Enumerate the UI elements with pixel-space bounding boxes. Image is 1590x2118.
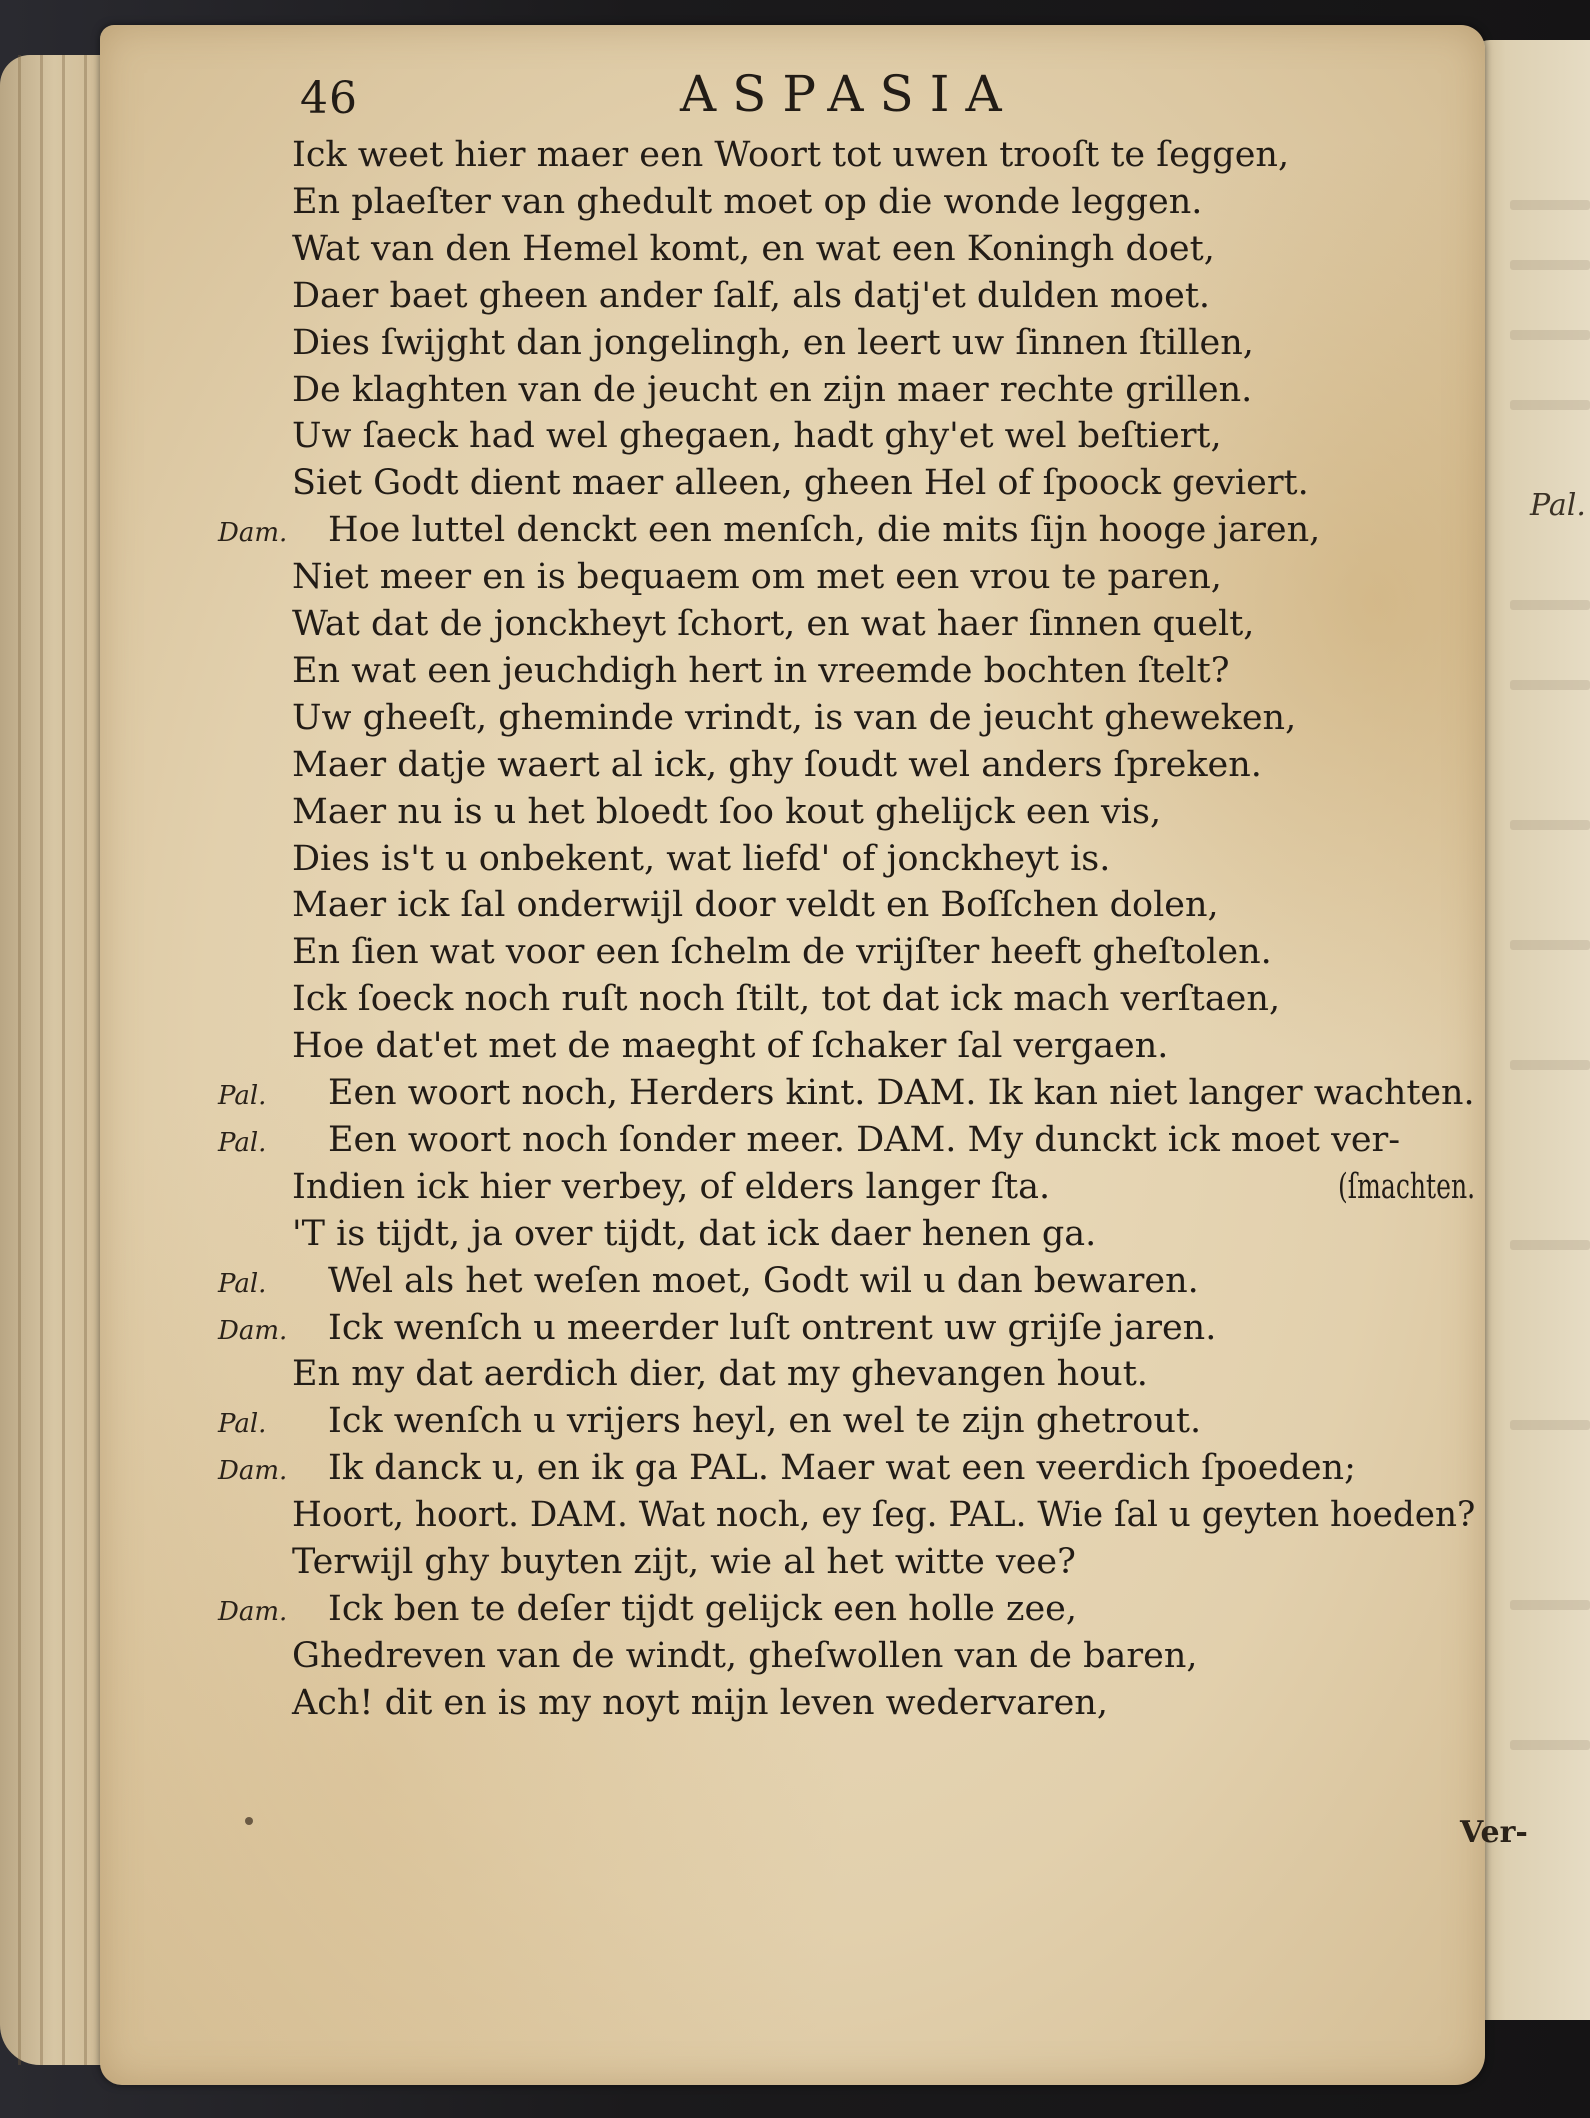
verse-line: Terwijl ghy buyten zijt, wie al het witte vee? (292, 1542, 1076, 1582)
verse-line: Ghedreven van de windt, gheſwollen van de baren, (292, 1635, 1198, 1676)
page-edge (62, 55, 65, 2065)
turnover-word: (ſmachten. (1338, 1166, 1476, 1207)
bleed-through (1510, 940, 1590, 950)
page-edge (18, 55, 21, 2065)
book-page (100, 25, 1528, 2085)
verse-line: Wat dat de jonckheyt ſchort, en wat haer ſinnen quelt, (292, 604, 1255, 644)
page-number: 46 (300, 73, 358, 124)
speaker-label: Pal. (218, 1081, 267, 1111)
verse-line: Siet Godt dient maer alleen, gheen Hel of ſpoock geviert. (292, 463, 1309, 504)
verse-line: Een woort noch ſonder meer. DAM. My dunckt ick moet ver- (328, 1119, 1401, 1160)
verse-line: Indien ick hier verbey, of elders langer ſta. (292, 1166, 1051, 1207)
verse-line: Ik danck u, en ik ga PAL. Maer wat een veerdich ſpoeden; (328, 1448, 1356, 1489)
facing-page-speaker: Pal. (1530, 488, 1586, 523)
bleed-through (1510, 600, 1590, 610)
verse-line: En wat een jeuchdigh hert in vreemde bochten ſtelt? (292, 650, 1230, 691)
verse-line: De klaghten van de jeucht en zijn maer rechte grillen. (292, 369, 1253, 410)
bleed-through (1510, 200, 1590, 210)
bleed-through (1510, 1420, 1590, 1430)
bleed-through (1510, 1240, 1590, 1250)
speaker-label: Dam. (218, 518, 288, 549)
bleed-through (1510, 1740, 1590, 1750)
speaker-label: Pal. (218, 1268, 267, 1299)
verse-line: Ach! dit en is my noyt mijn leven wedervaren, (292, 1682, 1108, 1723)
verse-line: En plaeſter van ghedult moet op die wonde leggen. (292, 181, 1203, 222)
bleed-through (1510, 1600, 1590, 1610)
verse-line: Niet meer en is bequaem om met een vrou te paren, (292, 557, 1222, 598)
page-edge (84, 55, 87, 2065)
bleed-through (1510, 400, 1590, 410)
verse-line: Dies is't u onbekent, wat liefd' of jonckheyt is. (292, 838, 1111, 879)
verse-line: Maer nu is u het bloedt ſoo kout ghelijck een vis, (292, 791, 1162, 832)
verse-line: Maer ick ſal onderwijl door veldt en Boſſchen dolen, (292, 885, 1219, 926)
verse-line: Ick weet hier maer een Woort tot uwen trooſt te ſeggen, (292, 135, 1290, 175)
verse-line: Hoort, hoort. DAM. Wat noch, ey ſeg. PAL. Wie ſal u geyten hoeden? (292, 1495, 1476, 1536)
speaker-label: Dam. (218, 1596, 288, 1627)
ink-speck (245, 1817, 253, 1825)
catchword: Ver- (1460, 1815, 1528, 1850)
bleed-through (1510, 260, 1590, 270)
verse-line: Ick ben te deſer tijdt gelijck een holle zee, (328, 1588, 1078, 1629)
verse-line: Uw gheeſt, gheminde vrindt, is van de jeucht gheweken, (292, 697, 1297, 738)
verse-line: Hoe luttel denckt een menſch, die mits ſijn hooge jaren, (328, 510, 1321, 551)
verse-line: Een woort noch, Herders kint. DAM. Ik kan niet langer wachten. (328, 1073, 1475, 1113)
facing-page-edge (1470, 40, 1590, 2020)
verse-line: En ſien wat voor een ſchelm de vrijſter heeft gheſtolen. (292, 932, 1272, 973)
bleed-through (1510, 330, 1590, 340)
verse-line: Ick ſoeck noch ruſt noch ſtilt, tot dat ick mach verſtaen, (292, 979, 1281, 1020)
verse-line: Uw ſaeck had wel ghegaen, hadt ghy'et wel beſtiert, (292, 416, 1222, 457)
verse-line: Maer datje waert al ick, ghy ſoudt wel anders ſpreken. (292, 744, 1262, 785)
verse-line: Daer baet gheen ander ſalf, als datj'et dulden moet. (292, 275, 1211, 316)
verse-line: En my dat aerdich dier, dat my ghevangen hout. (292, 1354, 1148, 1395)
speaker-label: Dam. (218, 1456, 288, 1487)
page-edge (40, 55, 43, 2065)
running-title: ASPASIA (680, 65, 1018, 123)
verse-line: Wat van den Hemel komt, en wat een Koningh doet, (292, 228, 1215, 269)
speaker-label: Pal. (218, 1127, 267, 1158)
speaker-label: Pal. (218, 1409, 267, 1440)
verse-line: 'T is tijdt, ja over tijdt, dat ick daer henen ga. (292, 1213, 1097, 1254)
verse-line: Ick wenſch u meerder luſt ontrent uw grijſe jaren. (328, 1307, 1217, 1348)
verse-line: Wel als het weſen moet, Godt wil u dan bewaren. (328, 1260, 1199, 1301)
bleed-through (1510, 680, 1590, 690)
verse-line: Ick wenſch u vrijers heyl, en wel te zijn ghetrout. (328, 1401, 1202, 1442)
bleed-through (1510, 820, 1590, 830)
bleed-through (1510, 1060, 1590, 1070)
verse-line: Hoe dat'et met de maeght of ſchaker ſal vergaen. (292, 1026, 1169, 1067)
speaker-label: Dam. (218, 1315, 288, 1346)
verse-line: Dies ſwijght dan jongelingh, en leert uw ſinnen ſtillen, (292, 322, 1254, 363)
